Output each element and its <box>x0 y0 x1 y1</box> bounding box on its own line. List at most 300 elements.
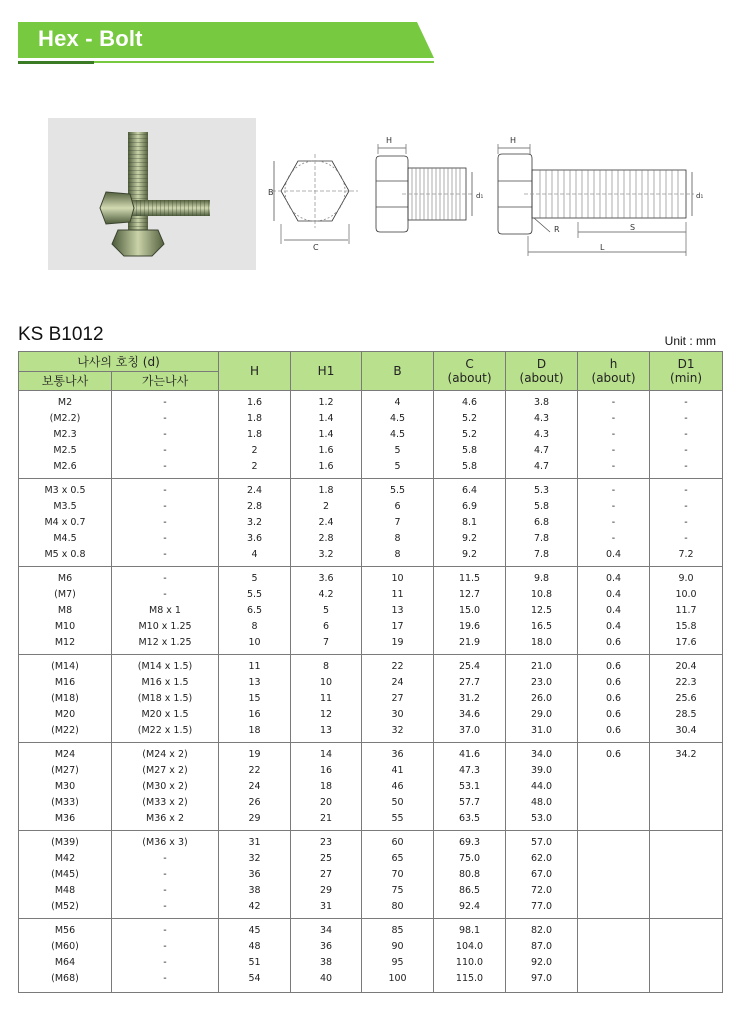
cell-value: 16.5 <box>530 621 553 632</box>
cell-value: 9.2 <box>461 533 478 544</box>
cell-d1 <box>650 919 723 993</box>
cell-value: - <box>163 461 167 472</box>
bolt-side-view-short <box>376 144 474 232</box>
cell-value: (M36 x 3) <box>142 837 188 848</box>
col-header-h1 <box>291 352 362 391</box>
cell-value: 8.1 <box>461 517 478 528</box>
cell-value <box>650 939 722 955</box>
cell-value: 26 <box>248 797 261 808</box>
label-s: S <box>630 223 636 232</box>
cell-value: 13 <box>248 677 261 688</box>
cell-value: 75 <box>391 885 404 896</box>
cell-value <box>650 955 722 971</box>
cell-value: - <box>163 549 167 560</box>
cell-value: 0.6 <box>605 749 622 760</box>
cell-value: (M14) <box>51 661 79 672</box>
cell-value: 12 <box>319 709 333 720</box>
cell-value: 82.0 <box>530 925 553 936</box>
label-d1-long: d₁ <box>696 192 704 200</box>
cell-value: M10 <box>54 621 76 632</box>
cell-value <box>650 923 722 939</box>
cell-value <box>650 971 722 987</box>
cell-b <box>362 479 434 567</box>
cell-value: - <box>163 485 167 496</box>
cell-fine <box>112 831 219 919</box>
table-row-group <box>19 831 723 919</box>
cell-value: 5 <box>322 605 330 616</box>
cell-value: 4.5 <box>389 413 406 424</box>
col-header-small-h-line1: h <box>609 357 618 371</box>
cell-value: M4.5 <box>53 533 77 544</box>
cell-value: 65 <box>391 853 404 864</box>
cell-value <box>650 867 722 883</box>
cell-b <box>362 743 434 831</box>
cell-value: M6 <box>57 573 73 584</box>
cell-value: 39.0 <box>530 765 553 776</box>
cell-value: 100 <box>388 973 407 984</box>
cell-value: 77.0 <box>530 901 553 912</box>
cell-coarse <box>19 391 112 479</box>
cell-value: 9.8 <box>533 573 550 584</box>
cell-value <box>650 899 722 915</box>
cell-value: 9.2 <box>461 549 478 560</box>
cell-d <box>506 479 578 567</box>
col-header-small-h-line2: (about) <box>591 371 636 385</box>
cell-value: 20.4 <box>675 661 697 672</box>
cell-value: 2 <box>322 501 330 512</box>
cell-value: 0.6 <box>605 725 622 736</box>
cell-d <box>506 831 578 919</box>
page-title: Hex - Bolt <box>38 26 143 51</box>
cell-value: 5.8 <box>461 445 478 456</box>
cell-value: 11 <box>248 661 261 672</box>
cell-value: - <box>684 461 688 472</box>
cell-value: 10 <box>319 677 333 688</box>
cell-value: 11 <box>391 589 404 600</box>
cell-value <box>578 795 649 811</box>
cell-value: 53.1 <box>458 781 481 792</box>
cell-coarse <box>19 743 112 831</box>
cell-value: 62.0 <box>530 853 553 864</box>
cell-value: M56 <box>54 925 76 936</box>
cell-value <box>578 851 649 867</box>
spec-table-body <box>19 391 723 993</box>
cell-value: 1.6 <box>246 397 263 408</box>
cell-value: - <box>684 533 688 544</box>
cell-value: M3.5 <box>53 501 77 512</box>
cell-value: 6.8 <box>533 517 550 528</box>
cell-h1 <box>291 919 362 993</box>
cell-value: 3.6 <box>246 533 263 544</box>
cell-value: 45 <box>248 925 261 936</box>
col-header-h <box>219 352 291 391</box>
cell-value: M2.5 <box>53 445 77 456</box>
cell-value: 4.7 <box>533 461 550 472</box>
cell-value: - <box>611 445 616 456</box>
cell-d <box>506 391 578 479</box>
cell-h <box>219 479 291 567</box>
table-row-group <box>19 655 723 743</box>
col-header-c-line2: (about) <box>447 371 492 385</box>
cell-small-h <box>578 655 650 743</box>
cell-value: 34.0 <box>530 749 553 760</box>
cell-value: M12 x 1.25 <box>138 637 192 648</box>
cell-value: 11.5 <box>458 573 481 584</box>
cell-value <box>578 899 649 915</box>
cell-value: (M68) <box>51 973 79 984</box>
cell-value: 8 <box>251 621 258 632</box>
col-header-d-line2: (about) <box>519 371 564 385</box>
cell-value: (M33) <box>51 797 79 808</box>
cell-value: 2 <box>251 461 258 472</box>
cell-value: 36 <box>391 749 404 760</box>
cell-value <box>578 835 649 851</box>
cell-value: 23.0 <box>530 677 553 688</box>
cell-value: (M2.2) <box>49 413 81 424</box>
cell-c <box>434 567 506 655</box>
cell-value: - <box>163 853 167 864</box>
cell-value: 1.8 <box>246 429 263 440</box>
cell-value: - <box>163 941 167 952</box>
cell-d1 <box>650 831 723 919</box>
cell-value: 5 <box>394 461 401 472</box>
cell-value: 5.5 <box>389 485 406 496</box>
cell-value: (M24 x 2) <box>142 749 188 760</box>
cell-value: - <box>163 589 167 600</box>
cell-value: 7.8 <box>533 549 550 560</box>
cell-b <box>362 567 434 655</box>
cell-value: - <box>163 429 167 440</box>
cell-value: 3.2 <box>318 549 334 560</box>
cell-value <box>578 923 649 939</box>
cell-c <box>434 655 506 743</box>
cell-value: - <box>163 517 167 528</box>
cell-value: M20 x 1.5 <box>141 709 189 720</box>
cell-value: 5 <box>251 573 258 584</box>
cell-value: 37.0 <box>458 725 481 736</box>
cell-value: 9.0 <box>678 573 694 584</box>
cell-value: 7.2 <box>678 549 694 560</box>
cell-value: 80.8 <box>458 869 481 880</box>
cell-value: - <box>684 517 688 528</box>
cell-value: 16 <box>319 765 333 776</box>
label-h-short: H <box>386 136 393 145</box>
cell-value <box>650 779 722 795</box>
cell-d1 <box>650 655 723 743</box>
cell-value: - <box>163 885 167 896</box>
cell-value: 6 <box>394 501 401 512</box>
cell-value: 0.4 <box>605 621 622 632</box>
cell-value: 15 <box>248 693 261 704</box>
cell-value <box>578 867 649 883</box>
cell-value: 18.0 <box>530 637 553 648</box>
cell-value: 5 <box>394 445 401 456</box>
cell-value: 1.8 <box>246 413 263 424</box>
cell-value: M36 x 2 <box>146 813 184 824</box>
cell-value: 18 <box>248 725 261 736</box>
cell-value: 20 <box>319 797 333 808</box>
cell-value: M36 <box>54 813 76 824</box>
cell-small-h <box>578 391 650 479</box>
cell-value: 11 <box>319 693 333 704</box>
cell-fine <box>112 479 219 567</box>
cell-value: 34 <box>319 925 333 936</box>
cell-value: 2.8 <box>318 533 334 544</box>
cell-value: (M27 x 2) <box>142 765 188 776</box>
cell-value: 75.0 <box>458 853 481 864</box>
cell-value: 67.0 <box>530 869 553 880</box>
cell-value: 57.0 <box>530 837 553 848</box>
cell-b <box>362 655 434 743</box>
table-row-group <box>19 743 723 831</box>
cell-value: - <box>163 533 167 544</box>
cell-value: 5.8 <box>461 461 478 472</box>
cell-h <box>219 391 291 479</box>
cell-value: M10 x 1.25 <box>138 621 192 632</box>
cell-value: - <box>163 973 167 984</box>
cell-value: 55 <box>391 813 404 824</box>
cell-value: 115.0 <box>455 973 484 984</box>
cell-value: 0.4 <box>605 573 622 584</box>
cell-c <box>434 919 506 993</box>
cell-value: 31.0 <box>530 725 553 736</box>
cell-value: 21.0 <box>530 661 553 672</box>
cell-value: 4.3 <box>533 413 550 424</box>
title-underline-accent <box>18 61 94 64</box>
cell-value <box>578 779 649 795</box>
cell-value: (M30 x 2) <box>142 781 188 792</box>
cell-value: 10.8 <box>530 589 553 600</box>
cell-value: 19.6 <box>458 621 481 632</box>
cell-value: 25.6 <box>675 693 697 704</box>
cell-c <box>434 391 506 479</box>
cell-value: 4 <box>394 397 401 408</box>
cell-value: 0.6 <box>605 637 622 648</box>
cell-value: 22 <box>391 661 404 672</box>
cell-h <box>219 831 291 919</box>
cell-coarse <box>19 919 112 993</box>
cell-value: 4 <box>251 549 258 560</box>
cell-value: 7.8 <box>533 533 550 544</box>
cell-value: 8 <box>322 661 330 672</box>
cell-value: 32 <box>248 853 261 864</box>
cell-value <box>650 883 722 899</box>
cell-value: 46 <box>391 781 404 792</box>
cell-value <box>650 811 722 827</box>
cell-value: M3 x 0.5 <box>44 485 86 496</box>
cell-d1 <box>650 567 723 655</box>
cell-value: 25 <box>319 853 333 864</box>
cell-value: 10.0 <box>675 589 697 600</box>
cell-value: 42 <box>248 901 261 912</box>
cell-value: - <box>684 429 688 440</box>
cell-value: 27 <box>391 693 404 704</box>
fine-thread-header: 가는나사 <box>112 372 219 391</box>
cell-coarse <box>19 567 112 655</box>
cell-value: 2.4 <box>318 517 334 528</box>
cell-value: 72.0 <box>530 885 553 896</box>
cell-value: 6.4 <box>461 485 478 496</box>
cell-value: 92.0 <box>530 957 553 968</box>
col-header-h-line1: H <box>250 364 260 378</box>
cell-value: 6 <box>322 621 330 632</box>
cell-value: 27.7 <box>458 677 481 688</box>
cell-value: 28.5 <box>675 709 697 720</box>
table-row-group <box>19 919 723 993</box>
cell-h <box>219 743 291 831</box>
cell-value: 3.2 <box>246 517 263 528</box>
cell-value: 16 <box>248 709 261 720</box>
cell-value: - <box>163 413 167 424</box>
col-header-d-line1: D <box>536 357 547 371</box>
cell-value: 34.2 <box>675 749 697 760</box>
cell-value: 54 <box>248 973 261 984</box>
col-header-small-h <box>578 352 650 391</box>
cell-small-h <box>578 479 650 567</box>
cell-value: 1.6 <box>318 461 334 472</box>
cell-value: 50 <box>391 797 404 808</box>
cell-value: - <box>611 485 616 496</box>
cell-value: 3.8 <box>533 397 550 408</box>
bolt-side-view-long <box>498 144 694 256</box>
cell-value: M8 <box>57 605 73 616</box>
cell-value: (M22) <box>51 725 79 736</box>
cell-value: - <box>684 501 688 512</box>
cell-value: 40 <box>319 973 333 984</box>
cell-value: 53.0 <box>530 813 553 824</box>
cell-value: 10 <box>391 573 404 584</box>
cell-value: (M14 x 1.5) <box>137 661 193 672</box>
cell-value: 87.0 <box>530 941 553 952</box>
cell-value: 31 <box>248 837 261 848</box>
spec-table <box>18 351 723 993</box>
cell-d1 <box>650 391 723 479</box>
cell-value: 90 <box>391 941 404 952</box>
cell-h1 <box>291 831 362 919</box>
cell-value: 13 <box>391 605 404 616</box>
cell-value: M64 <box>54 957 76 968</box>
cell-value: 12.5 <box>530 605 553 616</box>
cell-value: 11.7 <box>675 605 697 616</box>
cell-value: 5.2 <box>461 429 478 440</box>
cell-value: (M18 x 1.5) <box>137 693 193 704</box>
cell-value <box>578 883 649 899</box>
cell-value: 7 <box>394 517 401 528</box>
cell-value: M24 <box>54 749 76 760</box>
cell-value: 60 <box>391 837 404 848</box>
cell-value: 2.4 <box>246 485 263 496</box>
cell-value: 8 <box>394 533 401 544</box>
cell-value: 29.0 <box>530 709 553 720</box>
cell-value: 0.6 <box>605 661 622 672</box>
cell-value: 6.5 <box>246 605 263 616</box>
col-header-d1-line2: (min) <box>670 371 703 385</box>
cell-value: (M18) <box>51 693 79 704</box>
cell-value: 1.2 <box>318 397 334 408</box>
cell-value: M8 x 1 <box>149 605 181 616</box>
unit-label: Unit : mm <box>664 334 716 348</box>
cell-value: 0.4 <box>605 589 622 600</box>
cell-value: (M7) <box>54 589 76 600</box>
cell-value: 104.0 <box>455 941 484 952</box>
cell-b <box>362 831 434 919</box>
col-header-d1-line1: D1 <box>677 357 695 371</box>
cell-value: 8 <box>394 549 401 560</box>
cell-value: - <box>684 485 688 496</box>
cell-d <box>506 919 578 993</box>
cell-value: 5.2 <box>461 413 478 424</box>
cell-value: 21.9 <box>458 637 481 648</box>
cell-value: - <box>684 413 688 424</box>
cell-value <box>578 763 649 779</box>
cell-value <box>578 811 649 827</box>
cell-c <box>434 743 506 831</box>
cell-fine <box>112 567 219 655</box>
cell-value: 36 <box>319 941 333 952</box>
cell-b <box>362 919 434 993</box>
cell-value: 4.5 <box>389 429 406 440</box>
product-photo <box>48 118 256 270</box>
cell-value: 22.3 <box>675 677 697 688</box>
col-header-h1-line1: H1 <box>317 364 335 378</box>
cell-value: M42 <box>54 853 76 864</box>
cell-fine <box>112 919 219 993</box>
cell-value: - <box>611 413 616 424</box>
label-r: R <box>554 225 560 234</box>
cell-value: 69.3 <box>458 837 481 848</box>
label-d1-short: d₁ <box>476 192 484 200</box>
label-h-long: H <box>510 136 517 145</box>
cell-value: 38 <box>319 957 333 968</box>
cell-b <box>362 391 434 479</box>
cell-value: (M52) <box>51 901 79 912</box>
cell-value: - <box>163 925 167 936</box>
cell-value: - <box>163 573 167 584</box>
table-row-group <box>19 391 723 479</box>
cell-d1 <box>650 479 723 567</box>
cell-value: M2.3 <box>53 429 77 440</box>
cell-value: 41 <box>391 765 404 776</box>
cell-value: 25.4 <box>458 661 481 672</box>
cell-value: - <box>163 397 167 408</box>
cell-value: 27 <box>319 869 333 880</box>
cell-value: 31.2 <box>458 693 481 704</box>
col-header-c <box>434 352 506 391</box>
standard-code: KS B1012 <box>18 324 104 345</box>
cell-value: - <box>611 461 616 472</box>
cell-value: 4.6 <box>461 397 478 408</box>
cell-value: M16 x 1.5 <box>141 677 189 688</box>
cell-value <box>650 795 722 811</box>
col-header-b-line1: B <box>393 364 402 378</box>
col-header-b <box>362 352 434 391</box>
bolt-dimension-diagram <box>262 126 702 266</box>
cell-value: 5.3 <box>533 485 550 496</box>
cell-fine <box>112 655 219 743</box>
cell-value: - <box>611 533 616 544</box>
cell-value: 6.9 <box>461 501 478 512</box>
cell-value: (M22 x 1.5) <box>137 725 193 736</box>
cell-value: 0.6 <box>605 677 622 688</box>
cell-coarse <box>19 479 112 567</box>
cell-value: - <box>611 517 616 528</box>
cell-value: 1.6 <box>318 445 334 456</box>
cell-h <box>219 655 291 743</box>
cell-value <box>578 955 649 971</box>
cell-coarse <box>19 831 112 919</box>
cell-value: 31 <box>319 901 333 912</box>
cell-value: (M39) <box>51 837 79 848</box>
